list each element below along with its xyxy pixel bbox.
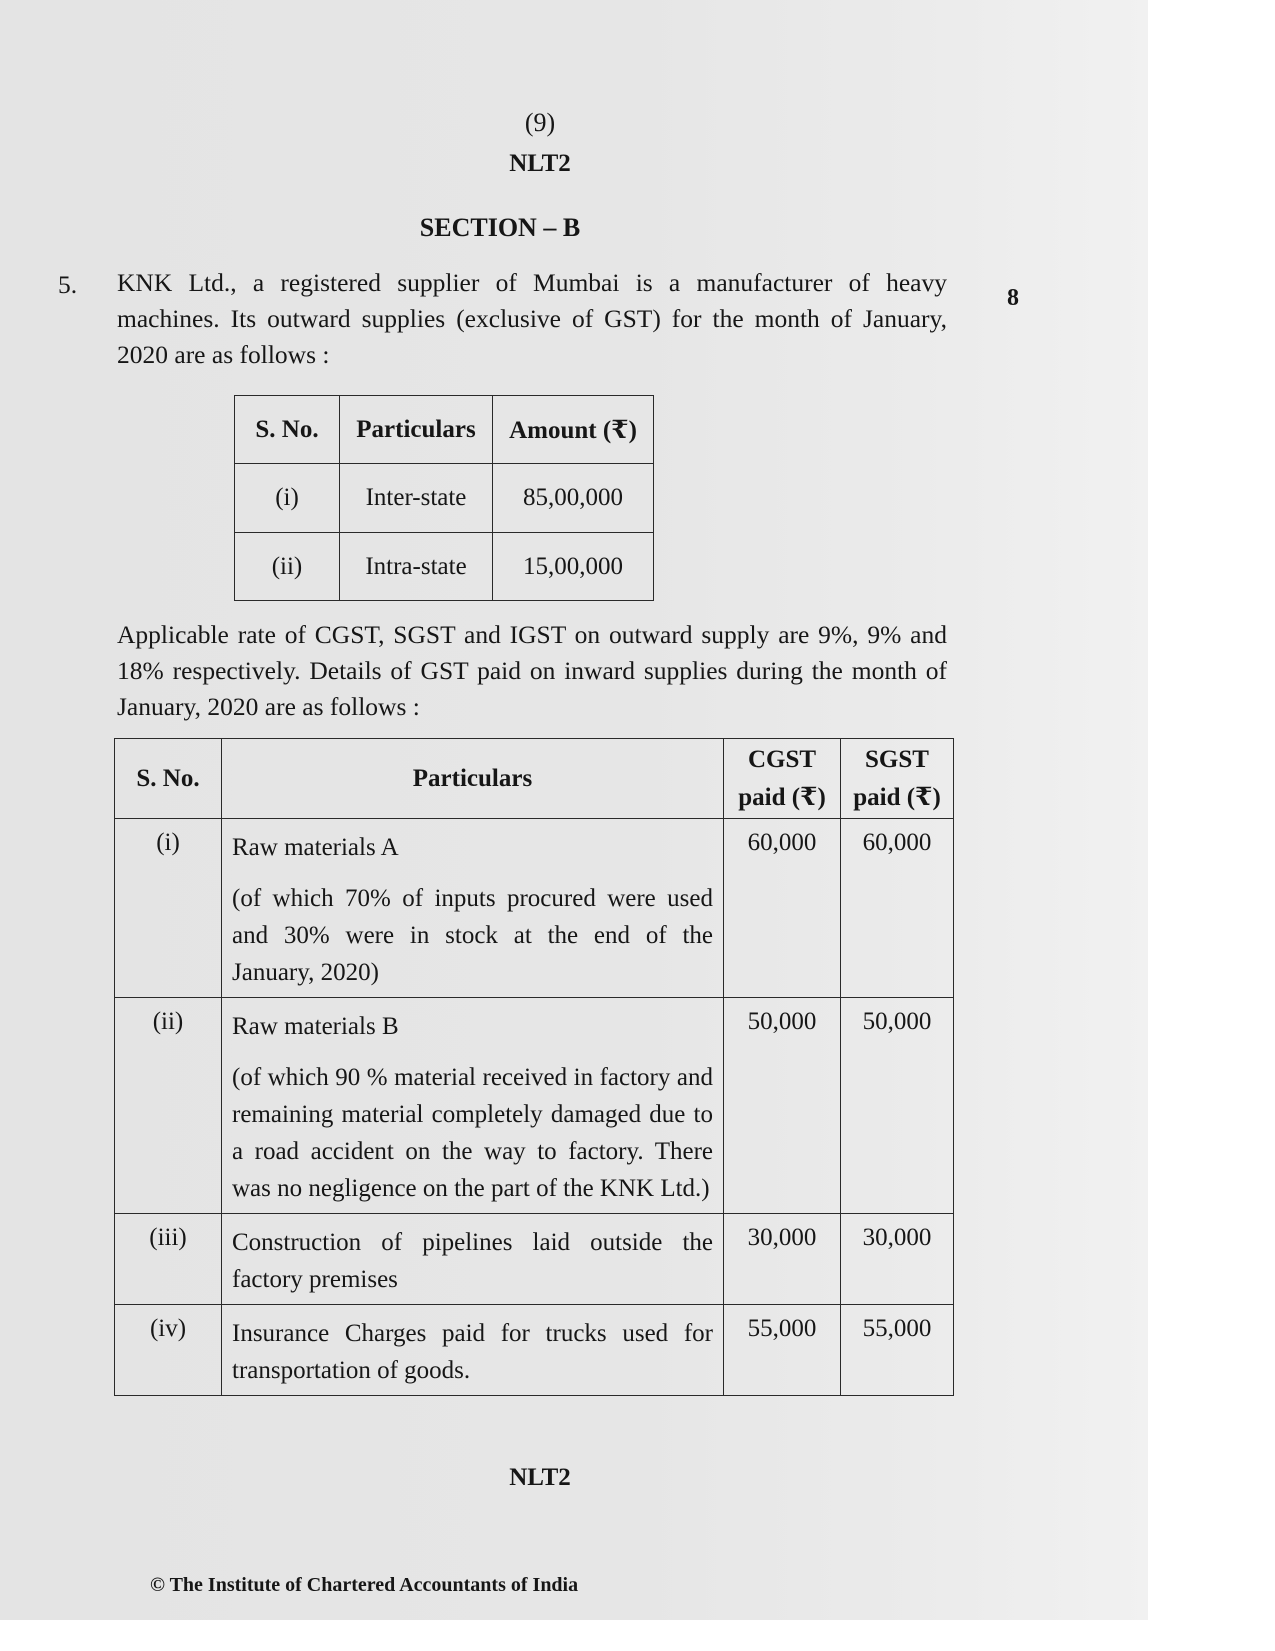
- sgst-header-line1: SGST: [865, 745, 929, 773]
- table-row: [235, 533, 654, 601]
- question-marks: 8: [1007, 285, 1019, 311]
- page-number: (9): [524, 108, 556, 137]
- column-header: S. No.: [115, 739, 222, 819]
- cgst-header-line1: CGST: [747, 745, 817, 773]
- question-middle-text: Applicable rate of CGST, SGST and IGST on outward supply are 9%, 9% and 18% respectively. Details of GST paid on inward supplies during the month of January, 2020 are as follows :: [117, 620, 947, 721]
- table-header-row: [115, 739, 954, 819]
- outward-supplies-table: [234, 395, 654, 601]
- column-header-sgst: [841, 739, 954, 819]
- paper-code-bottom: NLT2: [509, 1464, 571, 1491]
- table-cell: 50,000: [841, 998, 954, 1214]
- table-cell: (iv): [115, 1305, 222, 1396]
- table-row: [115, 1305, 954, 1396]
- column-header: Particulars: [222, 739, 724, 819]
- table-cell: (i): [115, 819, 222, 998]
- row-title: Raw materials B: [232, 1013, 399, 1040]
- table-cell: 60,000: [841, 819, 954, 998]
- table-row: [115, 1214, 954, 1305]
- row-title: Construction of pipelines laid outside the factory premises: [232, 1229, 713, 1293]
- inward-supplies-table: [114, 738, 954, 1396]
- table-cell: [222, 1305, 724, 1396]
- row-note: (of which 90 % material received in factory and remaining material completely damaged due to a road accident on the way to factory. There was no negligence on the part of the KNK Ltd.): [232, 1064, 713, 1202]
- row-title: Insurance Charges paid for trucks used for transportation of goods.: [232, 1320, 713, 1384]
- column-header: Particulars: [340, 396, 493, 464]
- table-cell: (i): [235, 464, 340, 533]
- table-cell: 55,000: [724, 1305, 841, 1396]
- table-cell: 15,00,000: [493, 533, 654, 601]
- table-cell: Inter-state: [340, 464, 493, 533]
- column-header: S. No.: [235, 396, 340, 464]
- table-header-row: [235, 396, 654, 464]
- row-note: (of which 70% of inputs procured were used and 30% were in stock at the end of the January, 2020): [232, 885, 713, 986]
- table-cell: 30,000: [724, 1214, 841, 1305]
- section-title: SECTION – B: [419, 213, 581, 242]
- table-cell: 30,000: [841, 1214, 954, 1305]
- table-row: [115, 998, 954, 1214]
- sgst-header-line2: paid (₹): [853, 783, 941, 811]
- column-header: Amount (₹): [493, 396, 654, 464]
- table-cell: (ii): [115, 998, 222, 1214]
- question-intro: KNK Ltd., a registered supplier of Mumbai is a manufacturer of heavy machines. Its outward supplies (exclusive of GST) for the month of January, 2020 are as follows :: [117, 268, 947, 369]
- question-number: 5.: [58, 270, 78, 299]
- row-title: Raw materials A: [232, 834, 399, 861]
- copyright-footer: © The Institute of Chartered Accountants of India: [150, 1574, 579, 1596]
- table-row: [235, 464, 654, 533]
- table-cell: 60,000: [724, 819, 841, 998]
- table-cell: 85,00,000: [493, 464, 654, 533]
- table-cell: Intra-state: [340, 533, 493, 601]
- paper-code-top: NLT2: [509, 150, 571, 177]
- table-cell: (iii): [115, 1214, 222, 1305]
- table-cell: (ii): [235, 533, 340, 601]
- table-cell: [222, 998, 724, 1214]
- cgst-header-line2: paid (₹): [738, 783, 826, 811]
- table-row: [115, 819, 954, 998]
- column-header-cgst: [724, 739, 841, 819]
- table-cell: [222, 819, 724, 998]
- table-cell: 55,000: [841, 1305, 954, 1396]
- table-cell: [222, 1214, 724, 1305]
- table-cell: 50,000: [724, 998, 841, 1214]
